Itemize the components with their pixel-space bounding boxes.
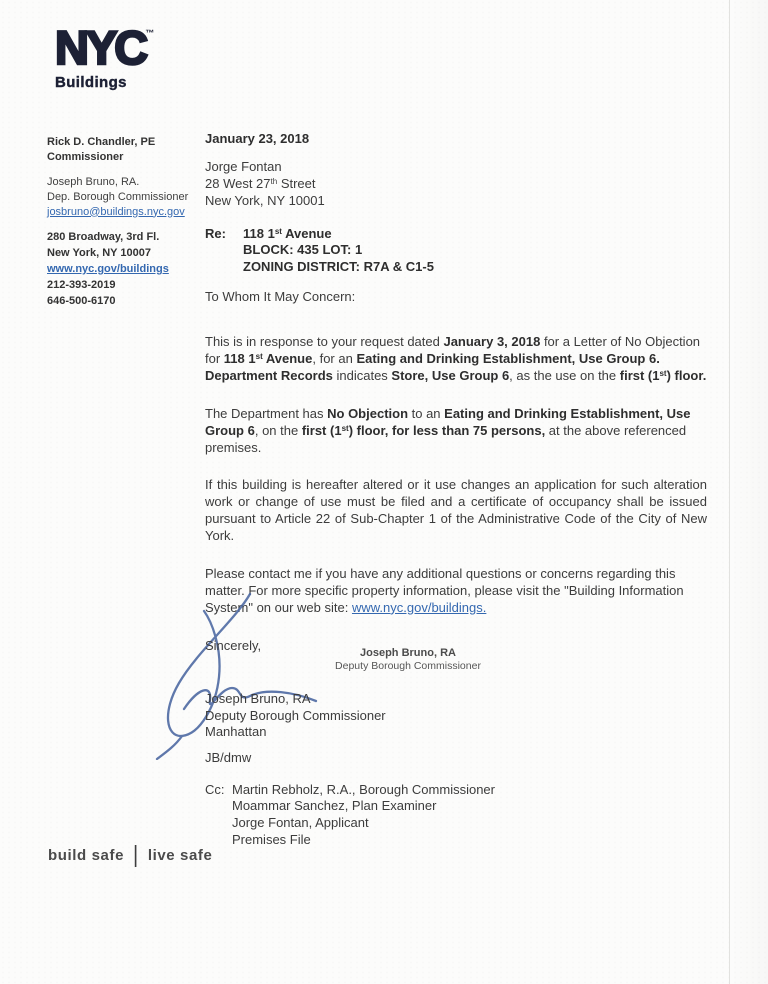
footer-build-safe: build safe	[48, 847, 125, 864]
cc-line: Jorge Fontan, Applicant	[232, 815, 369, 831]
text-segment: Avenue	[281, 225, 332, 241]
sidebar-text: Commissioner	[47, 150, 124, 163]
text-segment: 28 West 27	[205, 175, 271, 191]
letter-date: January 23, 2018	[205, 131, 310, 146]
sidebar-text: 212-393-2019	[47, 278, 116, 291]
scan-edge-line	[729, 0, 730, 984]
cc-line: Premises File	[232, 832, 311, 848]
text-segment: The Department has	[205, 405, 328, 421]
sidebar-text: Rick D. Chandler, PE	[47, 136, 156, 148]
logo-buildings-text: Buildings	[55, 74, 127, 91]
signer-line: Deputy Borough Commissioner	[205, 707, 386, 723]
text-segment: Eating and Drinking Establishment, Use Group 6. Department Records	[205, 351, 660, 383]
re-block	[205, 226, 707, 277]
text-segment: , on the	[254, 422, 302, 438]
text-segment: first (1	[619, 367, 660, 383]
sidebar-group	[47, 230, 212, 310]
re-label: Re:	[205, 225, 226, 241]
typist-initials: JB/dmw	[205, 749, 252, 765]
text-segment: Avenue	[262, 351, 313, 367]
signer-block	[205, 691, 386, 742]
signature-stamp	[303, 647, 513, 674]
sidebar-text: Dep. Borough Commissioner	[47, 190, 189, 203]
text-segment: th	[270, 176, 278, 186]
re-subject	[243, 226, 434, 277]
scan-shadow	[730, 0, 768, 984]
text-segment: to an	[408, 405, 445, 421]
footer-live-safe: live safe	[147, 847, 213, 864]
text-segment: Eating and Drinking Establishment, Use Group 6	[205, 405, 691, 438]
text-segment: ZONING DISTRICT: R7A & C1-5	[243, 259, 434, 275]
logo-nyc-text	[55, 21, 155, 74]
text-segment: st	[659, 368, 667, 378]
closing: Sincerely,	[205, 637, 262, 653]
text-segment: st	[255, 352, 263, 362]
text-segment: Street	[277, 175, 316, 191]
text-segment: No Objection	[327, 405, 409, 421]
recipient-line	[205, 159, 707, 176]
text-segment: Jorge Fontan	[205, 158, 282, 174]
paragraphs	[205, 334, 707, 617]
text-segment: BLOCK: 435 LOT: 1	[243, 242, 363, 258]
text-segment: at the above referenced premises.	[205, 422, 687, 455]
text-segment: January 3, 2018	[443, 334, 541, 350]
text-segment: This is in response to your request dated	[205, 334, 444, 350]
re-line	[243, 226, 434, 243]
sidebar-link[interactable]: josbruno@buildings.nyc.gov	[47, 205, 185, 218]
recipient-line	[205, 176, 707, 193]
logo-nyc-letters: NYC	[55, 21, 146, 74]
text-segment: If this building is hereafter altered or it use changes an application for such alteration work or change of use must be filed and a certificate of occupancy shall be issued pursuant to Article 22 of Sub-Chapter 1 of the Administrative Code of the City of New York.	[205, 477, 707, 544]
re-line	[243, 242, 434, 259]
letter-paragraph	[205, 477, 707, 545]
stamp-line: Deputy Borough Commissioner	[335, 660, 481, 673]
sidebar-text: Joseph Bruno, RA.	[47, 176, 140, 189]
signer-line: Manhattan	[205, 724, 267, 740]
footer-tagline	[48, 844, 212, 867]
sidebar-group	[47, 175, 212, 219]
letter-paragraph	[205, 334, 707, 385]
sidebar-text: 646-500-6170	[47, 294, 116, 307]
text-segment: Please contact me if you have any additional questions or concerns regarding this matter. For more specific property information, please visit the "Building Information System" on our web site:	[205, 566, 684, 615]
text-segment: for a Letter of No Objection for	[205, 334, 701, 367]
sidebar-text: 280 Broadway, 3rd Fl.	[47, 231, 160, 244]
text-segment: Store, Use Group 6	[391, 367, 510, 383]
signer-line: Joseph Bruno, RA	[205, 690, 311, 706]
footer-divider: |	[133, 842, 139, 868]
cc-line: Martin Rebholz, R.A., Borough Commissioner	[232, 781, 495, 797]
letter-paragraph	[205, 566, 707, 617]
text-segment: , for an	[312, 351, 357, 367]
recipient-line	[205, 193, 707, 210]
sidebar-group	[47, 135, 212, 164]
text-segment: st	[341, 423, 349, 433]
letter-body	[205, 131, 707, 849]
text-segment: ) floor, for less than 75 persons,	[348, 422, 546, 438]
stamp-line: Joseph Bruno, RA	[360, 646, 456, 659]
sidebar-text: New York, NY 10007	[47, 247, 151, 260]
cc-label: Cc:	[205, 781, 225, 797]
sidebar-link[interactable]: www.nyc.gov/buildings	[47, 263, 169, 275]
text-segment: , as the use on the	[509, 367, 620, 383]
cc-line: Moammar Sanchez, Plan Examiner	[232, 798, 437, 814]
cc-list	[232, 782, 495, 850]
text-segment: st	[274, 226, 282, 236]
text-segment: ) floor.	[666, 367, 707, 383]
recipient-address	[205, 159, 707, 210]
nyc-buildings-logo	[55, 21, 155, 91]
text-segment: New York, NY 10001	[205, 192, 325, 208]
re-line	[243, 259, 434, 276]
text-segment: 118 1	[223, 351, 256, 367]
text-segment: 118 1	[243, 225, 275, 241]
logo-trademark: ™	[145, 28, 155, 38]
inline-link[interactable]: www.nyc.gov/buildings.	[351, 599, 487, 615]
letterhead-sidebar	[47, 135, 212, 321]
signature-area	[205, 638, 707, 740]
text-segment: indicates	[332, 367, 392, 383]
salutation: To Whom It May Concern:	[205, 289, 356, 305]
letter-paragraph	[205, 406, 707, 457]
cc-block	[205, 782, 707, 850]
text-segment: first (1	[301, 422, 342, 438]
